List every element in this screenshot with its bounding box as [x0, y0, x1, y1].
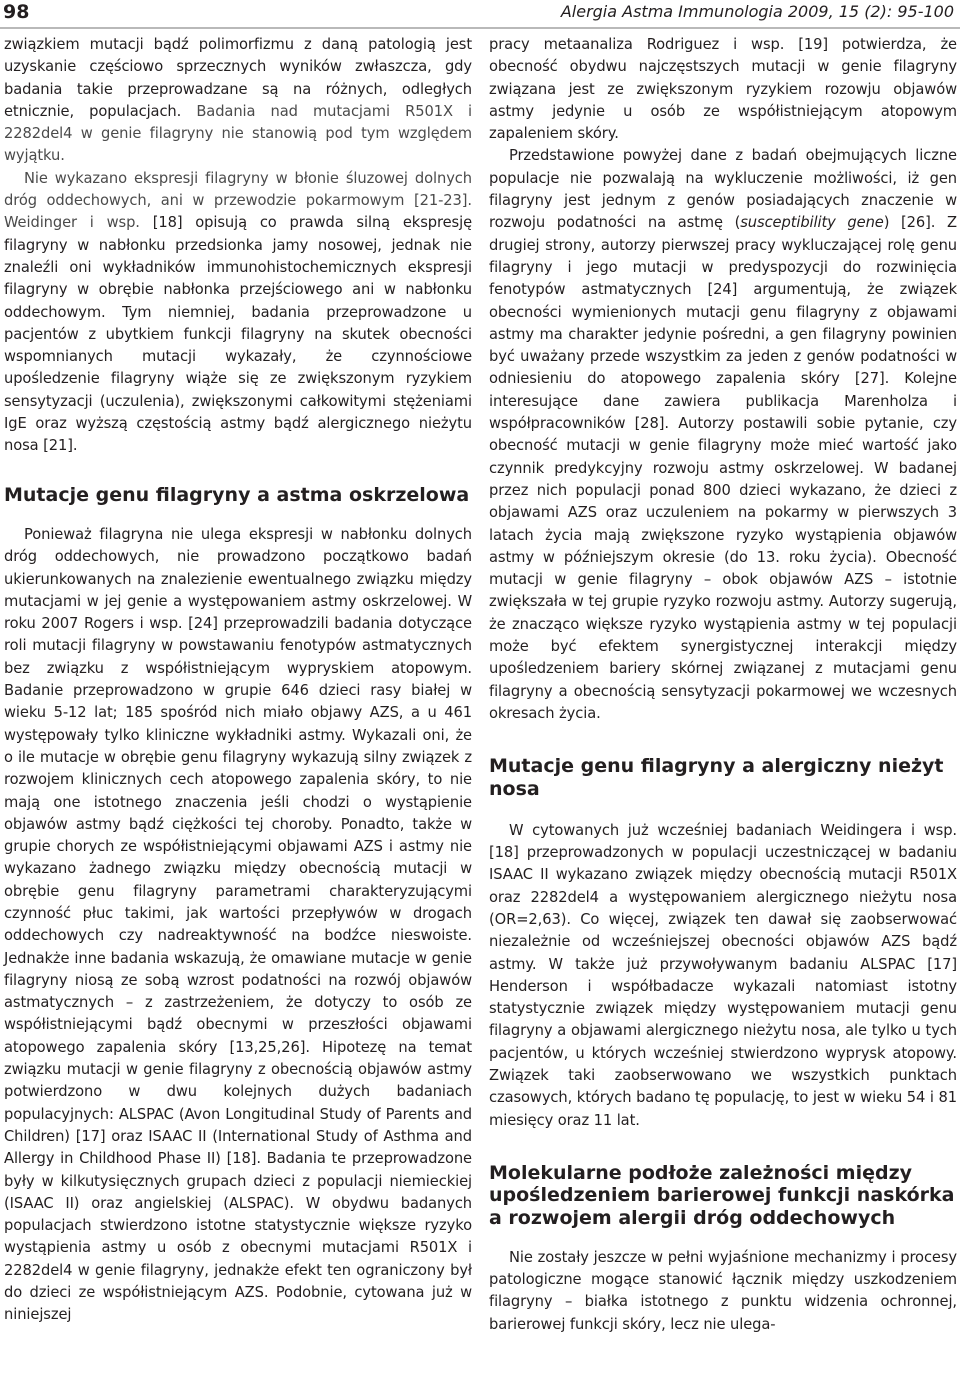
section-heading-rhinitis: Mutacje genu filagryny a alergiczny nieżyt nosa — [489, 755, 944, 800]
paragraph-2-part-a: Nie wykazano ekspresji filagryny w błonie śluzowej dolnych dróg oddechowych, ani w przewodzie pokarmowym [21-23]. Weidinger i wsp. — [4, 169, 472, 232]
header-rule — [0, 27, 960, 29]
page-number: 98 — [3, 1, 30, 23]
paragraph-5-italic: susceptibility gene — [740, 214, 884, 232]
paragraph-3: Ponieważ filagryna nie ulega ekspresji w nabłonku dolnych dróg oddechowych, nie prowadzono początkowo badań ukierunkowanych na znalezienie ewentualnego związku między mutacjami w jej genie a występowaniem astmy oskrzelowej. W roku 2007 Rogers i wsp. [24] przeprowadzili badania dotyczące roli mutacji filagryny w powstawaniu fenotypów astmatycznych bez związku z współistniejącym wypryskiem atopowym. Badanie przeprowadzono w grupie 646 dzieci rasy białej w wieku 5-12 lat; 185 spośród nich miało objawy AZS, a u 461 występowały tylko kliniczne wykładniki astmy. Wykazali oni, że o ile mutacje w obrębie genu filagryny wykazują silny związek z rozwojem klinicznych cech atopowego zapalenia skóry, to nie mają one istotnego znaczenia jeśli chodzi o wystąpienie objawów astmy bądź ciężkości tej choroby. Ponadto, także w grupie chorych ze współistniejącymi objawami AZS i astmy nie wykazano żadnego związku między obecnością mutacji w obrębie genu filagryny parametrami charakteryzującymi czynność płuc takimi, jak wartości przepływów w drogach oddechowych czy nadreaktywność na bodźce nieswoiste. Jednakże inne badania wskazują, że omawiane mutacje w genie filagryny niosą ze sobą wzrost podatności na rozwój objawów astmatycznych – z zastrzeżeniem, że dotyczy to osób ze współistniejącymi bądź obecnymi w przeszłości objawami atopowego zapalenia skóry [13,25,26]. Hipotezę na temat związku mutacji w genie filagryny z obecnością objawów astmy potwierdzono w dwu kolejnych dużych badaniach populacyjnych: ALSPAC (Avon Longitudinal Study of Parents and Children) [17] oraz ISAAC II (International Study of Asthma and Allergy in Childhood Phase II) [18]. Badania te przeprowadzone były w kilkutysięcznych grupach dzieci z populacji niemieckiej (ISAAC II) oraz angielskiej (ALSPAC). W obydwu badanych populacjach stwierdzono istotne statystycznie większe ryzyko wystąpienia astmy u osób z obecnymi mutacjami R501X i 2282del4 w genie filagryny, jednakże efekt ten ograniczony był do dzieci ze współistniejącym AZS. Podobnie, cytowana już w niniejszej — [4, 525, 472, 1324]
paragraph-1-part-b: Badania nad mutacjami R501X i 2282del4 w genie filagryny nie stanowią pod tym względem wyjątku. — [4, 102, 473, 165]
section-heading-molecular: Molekularne podłoże zależności między upośledzeniem barierowej funkcji naskórka a rozwojem alergii dróg oddechowych — [489, 1161, 955, 1229]
running-header — [0, 0, 960, 30]
paragraph-1-part-a: związkiem mutacji bądź polimorfizmu z daną patologią jest uzyskanie częściowo sprzecznych wyników zwłaszcza, gdy badania takie przeprowadzane są na różnych, odległych etnicznie, populacjach. — [4, 36, 472, 120]
paragraph-5 — [489, 145, 957, 725]
paragraph-2-part-b: [18] opisują co prawda silną ekspresję filagryny w nabłonku przedsionka jamy nosowej, jednak nie znaleźli oni wykładników immunohistochemicznych ekspresji filagryny w obrębie nabłonka przejściowego ani w nabłonku oddechowym. Tym niemniej, badania przeprowadzone u pacjentów z ubytkiem funkcji filagryny na skutek obecności wspomnianych mutacji wykazały, że czynnościowe upośledzenie filagryny wiąże się ze zwiększonym ryzykiem sensytyzacji (uczulenia), zwiększonymi całkowitymi stężeniami IgE oraz wyższą częstością astmy bądź alergicznego nieżytu nosa [21]. — [4, 214, 473, 455]
paragraph-5-part-a: Przedstawione powyżej dane z badań obejmujących liczne populacje nie pozwalają na wykluczenie możliwości, iż gen filagryny jest jednym z genów posiadających znaczenie w rozwoju podatności na astmę ( — [489, 147, 957, 232]
paragraph-7: Nie zostały jeszcze w pełni wyjaśnione mechanizmy i procesy patologiczne mogące stanowić łącznik między uszkodzeniem filagryny – białka istotnego z punktu widzenia ochronnej, barierowej funkcji skóry, lecz nie ulega- — [489, 1248, 957, 1333]
paragraph-4: pracy metaanaliza Rodriguez i wsp. [19] potwierdza, że obecność obydwu najczęstszych mutacji w genie filagryny związana jest ze zwiększonym ryzykiem rozowju objawów astmy jedynie u osób ze współistniejącym atopowym zapaleniem skóry. — [489, 36, 957, 143]
right-column — [489, 34, 957, 1336]
journal-citation: Alergia Astma Immunologia 2009, 15 (2): 95-100 — [560, 2, 954, 21]
paragraph-6: W cytowanych już wcześniej badaniach Weidingera i wsp. [18] przeprowadzonych w populacji uczestniczącej w badaniu ISAAC II wykazano związek między obecnością mutacji R501X oraz 2282del4 a występowaniem alergicznego nieżytu nosa (OR=2,63). Co więcej, związek ten dawał się zaobserwować niezależnie od wcześniejszej obecności objawów AZS bądź astmy. W także już przywoływanym badaniu ALSPAC [17] Henderson i współbadacze wykazali natomiast istotny statystycznie związek między występowaniem mutacji genu filagryny a objawami alergicznego nieżytu nosa, ale tylko u tych pacjentów, u których wcześniej stwierdzono wyprysk atopowy. Związek taki zaobserwowano we wszystkich punktach czasowych, których badano tę populację, to jest w wieku 54 i 81 miesięcy oraz 11 lat. — [489, 821, 957, 1129]
paragraph-1 — [4, 34, 472, 168]
paragraph-5-part-b: ) [26]. Z drugiej strony, autorzy pierwszej pracy wykluczającej rolę genu filagryny i jego mutacji w predyspozycji do rozwinięcia fenotypów astmatycznych [24] argumentują, że związek obecności wymienionych mutacji genu filagryny z objawami astmy ma charakter jedynie pośredni, a gen filagryny powinien być uważany przede wszystkim za jeden z genów podatności w odniesieniu do atopowego zapalenia skóry [27]. Kolejne interesujące dane zawiera publikacja Marenholza i współpracowników [28]. Autorzy postawili sobie pytanie, czy obecność mutacji w genie filagryny może mieć wartość jako czynnik predykcyjny rozwoju astmy oskrzelowej. W badanej przez nich populacji ponad 800 dzieci wykazano, że dzieci z objawami AZS oraz uczuleniem na pokarmy w pierwszych 3 latach życia mają zwiększone ryzyko wystąpienia objawów astmy w późniejszym okresie (do 13. roku życia). Obecność mutacji w genie filagryny – obok objawów AZS – istotnie zwiększała w tej grupie ryzyko rozwoju astmy. Autorzy sugerują, że znacząco większe ryzyko wystąpienia astmy w tej populacji może być efektem synergistycznej interakcji między upośledzeniem bariery skórnej związanej z mutacjami genu filagryny a obecnością sensytyzacji pokarmowej we wczesnych okresach życia. — [489, 214, 957, 722]
paragraph-2 — [4, 168, 472, 458]
section-heading-asthma: Mutacje genu filagryny a astma oskrzelowa — [4, 483, 470, 506]
left-column — [4, 34, 472, 1327]
